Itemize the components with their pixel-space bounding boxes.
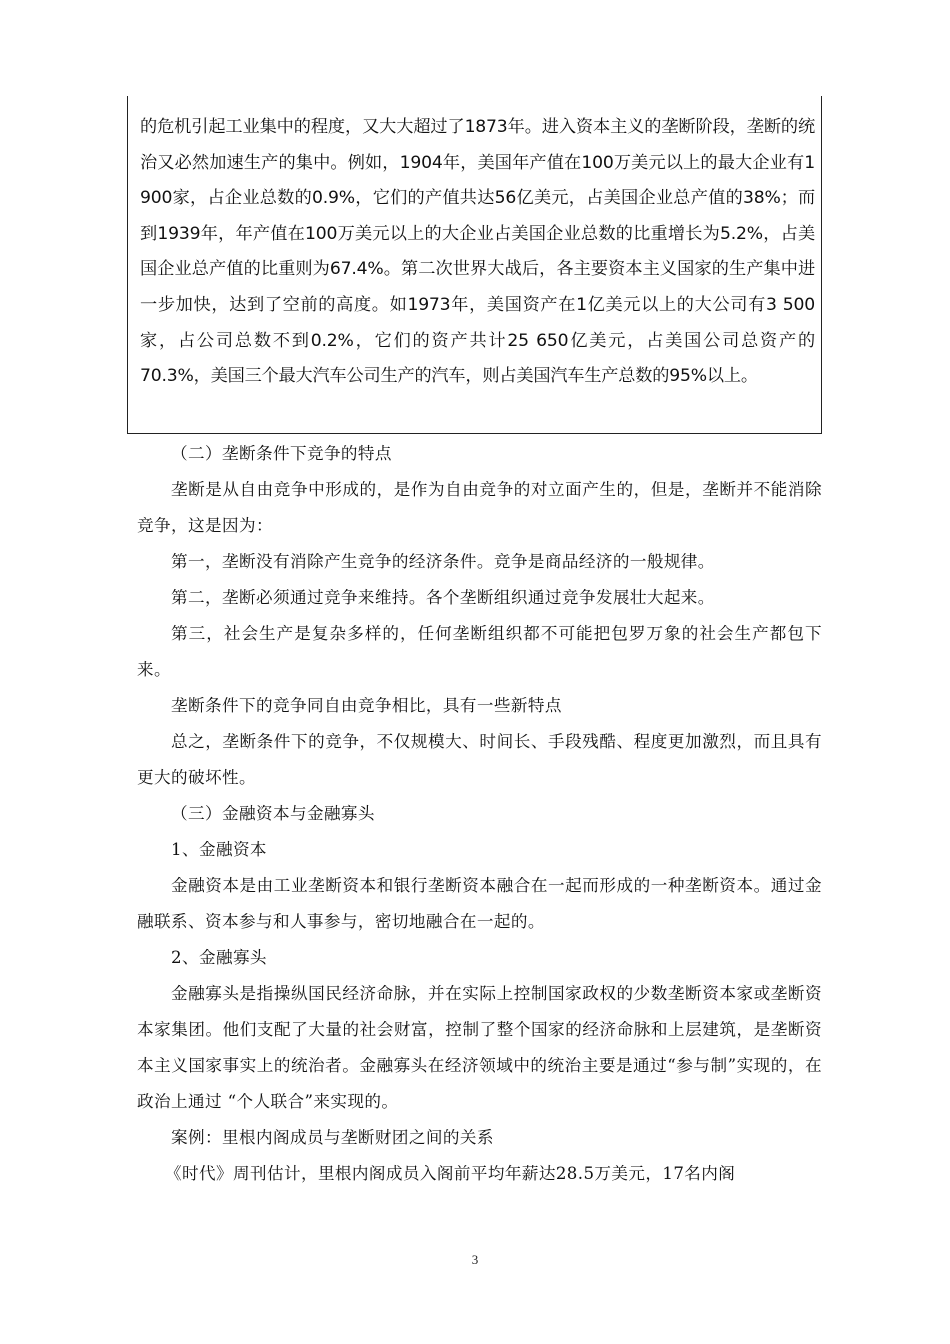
paragraph: 垄断是从自由竞争中形成的，是作为自由竞争的对立面产生的，但是，垄断并不能消除竞争，这是因为： [137,480,822,535]
paragraph: 第三，社会生产是复杂多样的，任何垄断组织都不可能把包罗万象的社会生产都包下来。 [137,624,822,679]
paragraph: 金融寡头是指操纵国民经济命脉，并在实际上控制国家政权的少数垄断资本家或垄断资本家集团。他们支配了大量的社会财富，控制了整个国家的经济命脉和上层建筑，是垄断资本主义国家事实上的统治者。金融寡头在经济领域中的统治主要是通过“参与制”实现的，在政治上通过 “个人联合”来实现的。 [137,984,822,1111]
document-body [137,436,822,1192]
paragraph: 金融资本是由工业垄断资本和银行垄断资本融合在一起而形成的一种垄断资本。通过金融联系、资本参与和人事参与，密切地融合在一起的。 [137,876,822,931]
paragraph: 总之，垄断条件下的竞争，不仅规模大、时间长、手段残酷、程度更加激烈，而且具有更大的破坏性。 [137,732,822,787]
paragraph: 《时代》周刊估计，里根内阁成员入阁前平均年薪达28.5万美元，17名内阁 [165,1164,736,1183]
case-study-text: 的危机引起工业集中的程度，又大大超过了1873年。进入资本主义的垄断阶段，垄断的统治又必然加速生产的集中。例如，1904年，美国年产值在100万美元以上的最大企业有1 900家，占企业总数的0.9%，它们的产值共达56亿美元，占美国企业总产值的38%；而到1939年，年产值在100万美元以上的大企业占美国企业总数的比重增长为5.2%，占美国企业总产值的比重则为67.4%。第二次世界大战后，各主要资本主义国家的生产集中进一步加快，达到了空前的高度。如1973年，美国资产在1亿美元以上的大公司有3 500家，占公司总数不到0.2%，它们的资产共计25 650亿美元，占美国公司总资产的70.3%，美国三个最大汽车公司生产的汽车，则占美国汽车生产总数的95%以上。 [140,117,815,387]
page-number: 3 [471,1252,479,1267]
section-heading-competition: （二）垄断条件下竞争的特点 [171,444,392,463]
section-heading-finance: （三）金融资本与金融寡头 [171,804,375,823]
subheading-financial-oligarchy: 2、金融寡头 [171,948,267,967]
case-heading: 案例：里根内阁成员与垄断财团之间的关系 [171,1128,494,1147]
paragraph: 第一，垄断没有消除产生竞争的经济条件。竞争是商品经济的一般规律。 [171,552,715,571]
subheading-finance-capital: 1、金融资本 [171,840,267,859]
paragraph: 第二，垄断必须通过竞争来维持。各个垄断组织通过竞争发展壮大起来。 [171,588,715,607]
paragraph: 垄断条件下的竞争同自由竞争相比，具有一些新特点 [171,696,562,715]
case-study-box [127,96,822,434]
